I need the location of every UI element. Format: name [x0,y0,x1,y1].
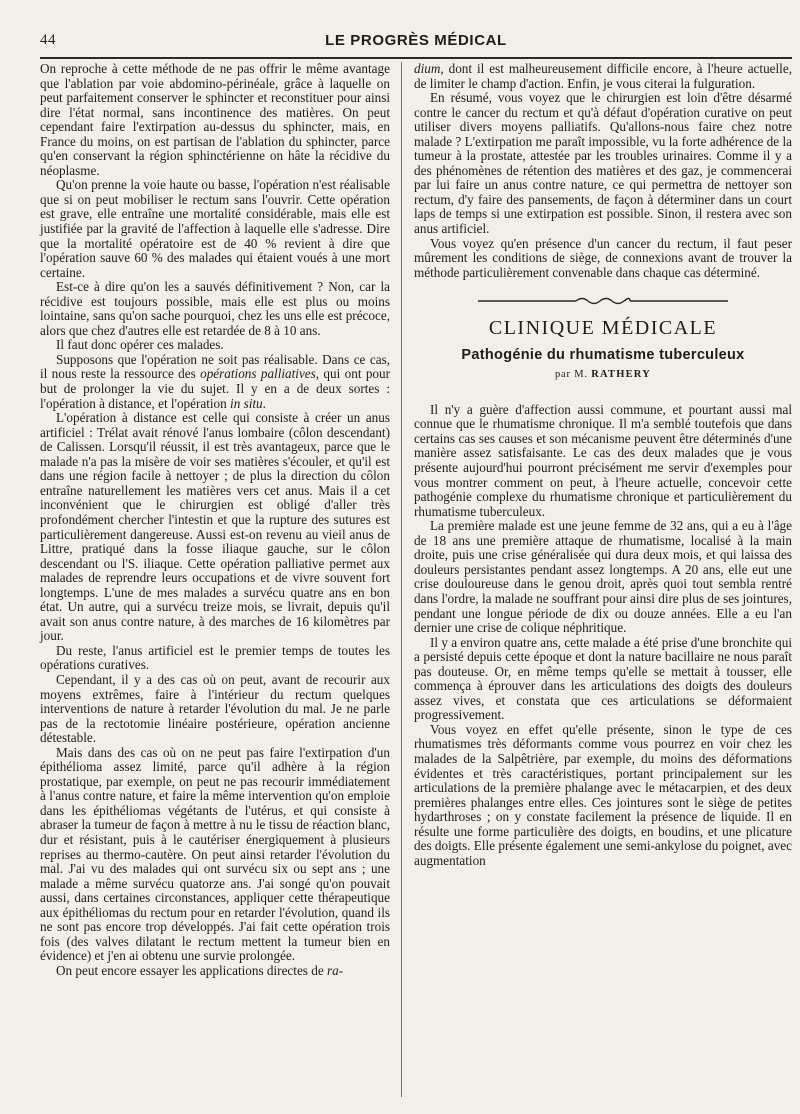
right-column [414,62,792,868]
paragraph: Qu'on prenne la voie haute ou basse, l'opération n'est réalisable que si on peut mobiliser le rectum sans l'ouvrir. Cette opération est grave, elle entraîne une mortalité considérable, mais elle est justifiée par la gravité de l'affection à laquelle elle s'adresse. Dire que la mortalité opératoire est de 40 % revient à dire que l'opération sauve 60 % des malades qui étaient voués à une mort certaine. [40,177,390,280]
emphasis: dium [414,61,441,76]
paragraph: Vous voyez qu'en présence d'un cancer du rectum, il faut peser mûrement les conditions de siège, de connexions avant de trouver la méthode particulièrement convenable dans chaque cas déterminé. [414,235,792,280]
paragraph: Mais dans des cas où on ne peut pas faire l'extirpation d'un épithélioma assez limité, parce qu'il adhère à la région prostatique, par exemple, on peut ne pas recourir immédiatement à l'anus contre nature, et faire la même intervention qu'on emploie dans les épithéliomas végétants de l'utérus, et qui consiste à abraser la tumeur de façon à mettre à nu le tissu de réaction blanc, dur et résistant, puis à le cautériser énergiquement à plusieurs reprises au thermo-cautère. On peut ainsi retarder l'évolution du mal. J'ai vu des malades qui ont survécu six ou sept ans ; une malade a même survécu quatorze ans. J'ai songé qu'on pouvait aussi, dans certaines circonstances, appliquer cette thérapeutique aux épithéliomas du rectum pour en retarder l'évolution, quand ils ne sont pas encore trop développés. J'ai fait cette opération trois fois (des valves dilatant le rectum mettent la tumeur bien en évidence) et j'en ai obtenu une survie prolongée. [40,744,390,964]
paragraph: La première malade est une jeune femme de 32 ans, qui a eu à l'âge de 18 ans une première attaque de rhumatisme, localisé à la main droite, puis une crise généralisée qui dura deux mois, et qui laissa des douleurs persistantes pendant assez longtemps. A 20 ans, elle eut une crise douloureuse dans le genou droit, après quoi tout sembla rentré dans l'ordre, la malade ne souffrant pour ainsi dire plus de ses jointures, pendant une longue période de dix ou douze années. Elle a eu l'an dernier une crise de colique néphritique. [414,518,792,636]
page-header [40,30,792,54]
paragraph: Est-ce à dire qu'on les a sauvés définitivement ? Non, car la récidive est toujours possible, mais elle est plus ou moins lointaine, sans qu'on sache pourquoi, chez les uns elle est précoce, alors que chez d'autres elle est retardée de 8 à 10 ans. [40,279,390,338]
paragraph-palliative: Supposons que l'opération ne soit pas réalisable. Dans ce cas, il nous reste la ressource des opérations palliatives, qui ont pour but de prolonger la vie du sujet. Il y en a de deux sortes : l'opération à distance, et l'opération in situ. [40,351,390,411]
emphasis: in situ [230,395,263,411]
section-separator-ornament [478,295,728,307]
header-rule [40,57,792,59]
paragraph: On reproche à cette méthode de ne pas offrir le même avantage que l'ablation par voie abdomino-périnéale, grâce à laquelle on peut parfaitement conserver le sphincter et reconstituer pour ainsi dire l'état normal, sans incontinence des matières. On peut cependant faire l'extirpation au-dessus du sphincter, mais, en France du moins, on est partisan de l'ablation du sphincter, parce qu'en conservant la région sphinctérienne on hâte la récidive du néoplasme. [40,61,390,178]
paragraph: Il faut donc opérer ces malades. [56,337,224,353]
paragraph-continued: dium, dont il est malheureusement difficile encore, à l'heure actuelle, de limiter le champ d'action. Enfin, je vous citerai la fulguration. [414,61,792,91]
paragraph: L'opération à distance est celle qui consiste à créer un anus artificiel : Trélat avait rénové l'anus lombaire (côlon descendant) de Calissen. Lorsqu'il réussit, il est très avantageux, parce que le malade n'a pas la misère de voir ses matières s'écouler, et qu'il est dans une région facile à nettoyer ; de plus la direction du côlon entraîne naturellement les matières vers cet anus. Mais il a cet inconvénient que le chirurgien est obligé d'aller très profondément chercher l'intestin et que la rupture des sutures est particulièrement dangereuse. Aussi est-on revenu au vieil anus de Littre, pratiqué dans la fosse iliaque gauche, sur le côlon descendant ou l'S. iliaque. Cette opération palliative permet aux malades de reprendre leurs occupations et de vivre souvent fort longtemps. L'une de mes malades a survécu quatre ans en bon état. Un autre, qui a survécu treize mois, se livrait, depuis qu'il avait son anus contre nature, à des marches de 16 kilomètres par jour. [40,410,390,644]
paragraph: Il n'y a guère d'affection aussi commune, et pourtant aussi mal connue que le rhumatisme chronique. Il m'a semblé toutefois que dans certains cas ses causes et son mécanisme peuvent être déterminés d'une manière assez satisfaisante. Le cas des deux malades que je vous présente aujourd'hui pourront précisément me servir d'exemples pour vous montrer comment on peut, à l'heure actuelle, concevoir cette pathogénie complexe du rhumatisme chronique et particulièrement du rhumatisme tuberculeux. [414,401,792,519]
section-title: CLINIQUE MÉDICALE [488,317,718,340]
article-title: Pathogénie du rhumatisme tuberculeux [461,346,745,363]
emphasis: ra- [326,962,344,978]
paragraph-last: On peut encore essayer les applications directes de ra- [56,962,344,978]
left-column [40,62,390,978]
column-divider [401,62,402,1097]
paragraph: Cependant, il y a des cas où on peut, avant de recourir aux moyens extrêmes, faire à l'intérieur du rectum quelques interventions de nature à retarder l'évolution du mal. Je ne parle pas de la rectotomie linéaire postérieure, opération ancienne détestable. [40,671,390,746]
page-number: 44 [40,32,56,48]
running-title: LE PROGRÈS MÉDICAL [325,32,507,49]
paragraph: En résumé, vous voyez que le chirurgien est loin d'être désarmé contre le cancer du rectum et qu'à défaut d'opération curative on peut utiliser divers moyens palliatifs. Qu'allons-nous faire chez notre malade ? L'extirpation me paraît impossible, vu la forte adhérence de la tumeur à la prostate, attestée par les troubles urinaires. Comme il y a des phénomènes de rétention des matières et des gaz, je commencerai par lui faire un anus contre nature, ce qui permettra de nettoyer son rectum, d'y faire des pansements, de façon à déterminer dans un court laps de temps si une extirpation est possible. Sinon, il restera avec son anus artificiel. [414,90,792,237]
paragraph: Il y a environ quatre ans, cette malade a été prise d'une bronchite qui a persisté depuis cette époque et dont la nature bacillaire ne nous paraît pas douteuse. Or, en même temps qu'elle se mettait à tousser, elle commença à éprouver dans les articulations des doigts des douleurs assez vives, et constata que ces articulations se déformaient progressivement. [414,634,792,723]
byline: par M. RATHERY [555,369,651,381]
paragraph: Vous voyez en effet qu'elle présente, sinon le type de ces rhumatismes très déformants comme vous pourrez en voir chez les malades de la Salpêtrière, par exemple, du moins des déformations évidentes et très caractéristiques, portant principalement sur les articulations de la première phalange avec le métacarpien, et des deux premières phalanges entre elles. Ces jointures sont le siège de petites hydarthroses ; on y constate facilement la présence de liquide. Il en résulte une forme particulière des doigts, en boudins, et une plicature des doigts. Elle présente également une semi-ankylose du poignet, avec augmentation [414,721,792,868]
paragraph: Du reste, l'anus artificiel est le premier temps de toutes les opérations curatives. [40,642,390,673]
author-name: RATHERY [591,369,651,381]
emphasis: opérations palliatives [200,366,316,382]
